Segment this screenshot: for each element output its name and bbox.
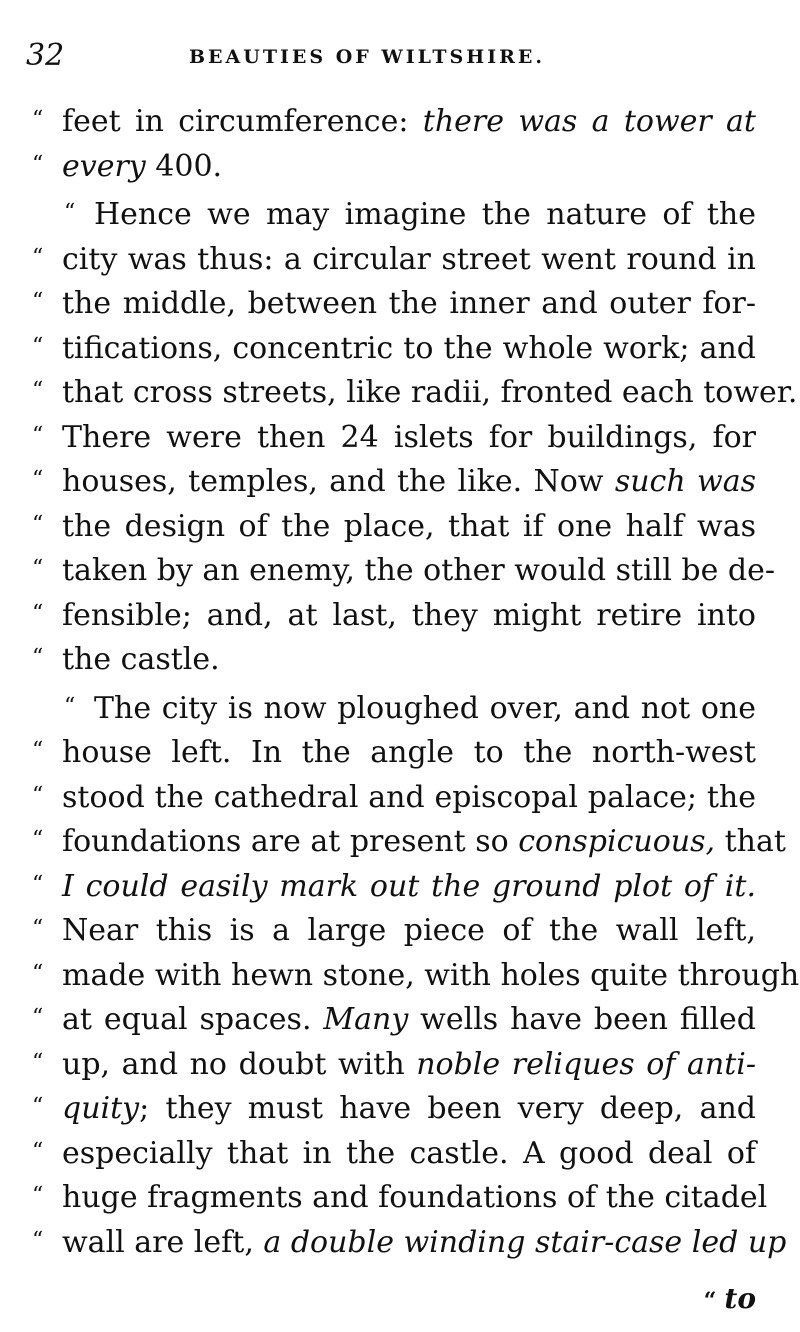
text-line <box>32 998 756 1043</box>
text-segment: stood the cathedral and episcopal palace; the <box>62 779 756 815</box>
text-segment: city was thus: a circular street went round in <box>62 241 756 277</box>
text-segment: wall are left, <box>62 1224 264 1260</box>
line-text <box>62 1221 787 1266</box>
quote-mark: “ <box>32 1005 44 1030</box>
line-text <box>62 460 756 505</box>
line-text <box>62 865 756 910</box>
line-text <box>62 100 756 145</box>
text-segment: tifications, concentric to the whole work; and <box>62 330 756 366</box>
quote-mark: “ <box>32 1138 44 1164</box>
quote-mark: “ <box>32 782 44 808</box>
quote-mark: “ <box>32 960 44 986</box>
text-line <box>32 145 756 190</box>
text-segment: especially that in the castle. A good deal of <box>62 1135 756 1171</box>
text-line <box>32 549 775 594</box>
catchword <box>704 1282 756 1315</box>
text-segment: the middle, between the inner and outer for- <box>62 286 756 321</box>
text-segment: made with hewn stone, with holes quite through <box>62 957 800 993</box>
line-text <box>62 594 756 639</box>
text-line <box>32 327 756 372</box>
text-line <box>32 820 786 865</box>
italic-segment: quity <box>62 1091 140 1126</box>
line-text <box>62 1176 768 1221</box>
catchword-quote-mark: “ <box>703 1288 717 1314</box>
text-line <box>32 1043 756 1088</box>
text-segment: huge fragments and foundations of the citadel <box>62 1180 768 1215</box>
text-line <box>32 1221 787 1266</box>
page-number: 32 <box>26 38 65 73</box>
running-title: BEAUTIES OF WILTSHIRE. <box>189 46 545 68</box>
line-text <box>94 687 756 732</box>
text-line <box>32 954 800 999</box>
line-text <box>62 238 756 283</box>
quote-mark: “ <box>32 600 44 626</box>
italic-segment: Many <box>323 1002 409 1037</box>
text-line <box>32 460 756 505</box>
quote-mark: “ <box>32 151 44 177</box>
quote-mark: “ <box>32 1049 44 1075</box>
italic-segment: noble reliques of anti- <box>416 1046 756 1082</box>
line-text <box>62 505 756 550</box>
quote-mark: “ <box>32 1183 44 1208</box>
quote-mark: “ <box>32 107 44 132</box>
text-segment: the castle. <box>62 642 220 677</box>
text-line <box>32 776 756 821</box>
line-text <box>62 549 775 594</box>
line-text <box>62 638 756 683</box>
page-header <box>26 38 756 78</box>
text-segment: The city is now ploughed over, and not one <box>94 690 756 726</box>
text-segment: at equal spaces. <box>62 1002 324 1037</box>
text-line <box>32 638 756 683</box>
quote-mark: “ <box>32 916 44 941</box>
catchword-text: to <box>724 1282 756 1315</box>
text-segment: that cross streets, like radii, fronted each tower. <box>62 375 798 410</box>
text-line <box>32 416 756 461</box>
quote-mark: “ <box>32 289 44 314</box>
text-line <box>32 594 756 639</box>
line-text <box>62 820 786 865</box>
text-segment: There were then 24 islets for buildings, for <box>62 419 756 455</box>
text-line <box>32 1132 756 1177</box>
text-segment: feet in circumference: <box>62 104 423 139</box>
text-segment: foundations are at present so <box>62 824 519 859</box>
line-text <box>62 998 756 1043</box>
body-text <box>32 100 800 1265</box>
text-segment: that <box>715 824 786 859</box>
italic-segment: every <box>62 148 146 184</box>
line-text <box>94 193 756 238</box>
quote-mark: “ <box>32 511 44 537</box>
quote-mark: “ <box>64 200 76 225</box>
quote-mark: “ <box>32 1227 44 1253</box>
line-text <box>62 416 756 461</box>
text-line <box>32 100 756 145</box>
text-line <box>32 1087 756 1132</box>
quote-mark: “ <box>32 556 44 581</box>
quote-mark: “ <box>32 827 44 852</box>
text-segment: 400. <box>145 148 223 184</box>
text-segment: house left. In the angle to the north-west <box>62 735 756 770</box>
text-segment: taken by an enemy, the other would still be de- <box>62 553 775 588</box>
quote-mark: “ <box>32 333 44 359</box>
text-line <box>32 238 756 283</box>
text-segment: up, and no doubt with <box>62 1046 417 1082</box>
italic-segment: such was <box>614 464 756 499</box>
text-segment: Near this is a large piece of the wall left, <box>62 913 756 948</box>
line-text <box>62 1043 756 1088</box>
line-text <box>62 909 756 954</box>
italic-segment: conspicuous, <box>518 824 716 859</box>
quote-mark: “ <box>32 871 44 897</box>
quote-mark: “ <box>64 693 76 719</box>
quote-mark: “ <box>32 378 44 403</box>
text-line <box>32 865 756 910</box>
quote-mark: “ <box>32 467 44 492</box>
text-line <box>32 371 798 416</box>
line-text <box>62 776 756 821</box>
line-text <box>62 327 756 372</box>
quote-mark: “ <box>32 738 44 763</box>
italic-segment: I could easily mark out the ground plot of it. <box>62 868 756 904</box>
line-text <box>62 282 756 327</box>
quote-mark: “ <box>32 645 44 670</box>
line-text <box>62 371 798 416</box>
text-line <box>32 1176 768 1221</box>
text-segment: wells have been filled <box>408 1002 756 1037</box>
text-segment: fensible; and, at last, they might retire into <box>62 597 756 633</box>
text-segment: ; they must have been very deep, and <box>139 1091 756 1126</box>
text-line <box>32 193 756 238</box>
line-text <box>62 1132 756 1177</box>
quote-mark: “ <box>32 422 44 448</box>
line-text <box>62 954 800 999</box>
text-line <box>32 731 756 776</box>
text-line <box>32 687 756 732</box>
text-segment: the design of the place, that if one half was <box>62 508 756 544</box>
text-line <box>32 282 756 327</box>
line-text <box>62 145 756 190</box>
text-segment: Hence we may imagine the nature of the <box>94 197 756 232</box>
line-text <box>62 1087 756 1132</box>
quote-mark: “ <box>32 1094 44 1119</box>
text-line <box>32 909 756 954</box>
quote-mark: “ <box>32 244 44 270</box>
text-segment: houses, temples, and the like. Now <box>62 464 615 499</box>
text-line <box>32 505 756 550</box>
italic-segment: a double winding stair-case led up <box>263 1224 787 1260</box>
line-text <box>62 731 756 776</box>
italic-segment: there was a tower at <box>422 104 756 139</box>
